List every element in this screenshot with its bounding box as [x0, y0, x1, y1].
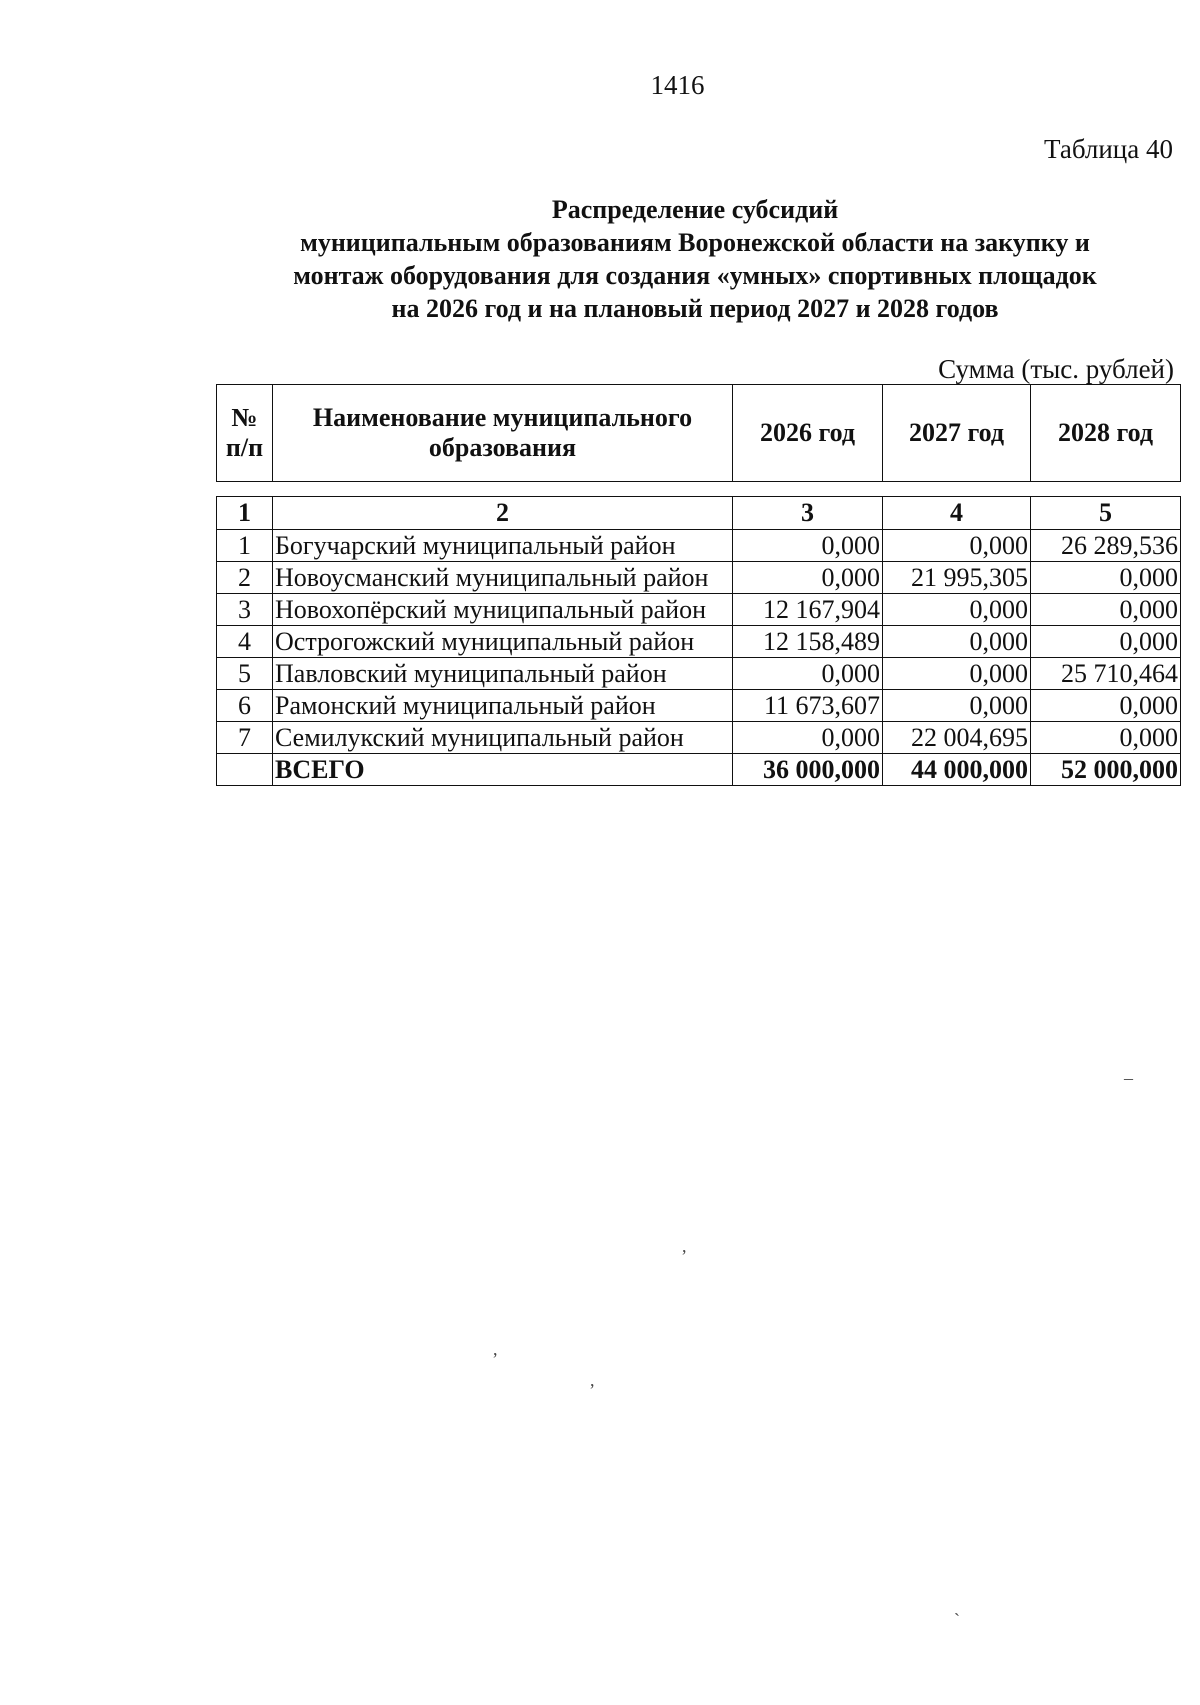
municipality-name: ВСЕГО: [273, 754, 733, 786]
row-number: [217, 754, 273, 786]
scan-mark: ,: [590, 1370, 595, 1390]
value-2026: 0,000: [733, 722, 883, 754]
municipality-name: Новохопёрский муниципальный район: [273, 594, 733, 626]
header-2028: 2028 год: [1031, 385, 1181, 482]
value-2027: 22 004,695: [883, 722, 1031, 754]
value-2027: 44 000,000: [883, 754, 1031, 786]
row-number: 7: [217, 722, 273, 754]
value-2027: 21 995,305: [883, 562, 1031, 594]
column-number: 3: [733, 497, 883, 530]
title-line: Распределение субсидий: [551, 195, 839, 224]
value-2028: 0,000: [1031, 690, 1181, 722]
title-line: муниципальным образованиям Воронежской области на закупку и: [300, 228, 1090, 257]
table-row: [217, 690, 1181, 722]
municipality-name: Семилукский муниципальный район: [273, 722, 733, 754]
value-2027: 0,000: [883, 626, 1031, 658]
scan-mark: ,: [682, 1236, 687, 1256]
row-number: 4: [217, 626, 273, 658]
table-label: Таблица 40: [1044, 134, 1173, 164]
value-2026: 11 673,607: [733, 690, 883, 722]
header-name: Наименование муниципального образования: [273, 385, 733, 482]
municipality-name: Рамонский муниципальный район: [273, 690, 733, 722]
value-2026: 36 000,000: [733, 754, 883, 786]
table-row: [217, 562, 1181, 594]
value-2026: 0,000: [733, 530, 883, 562]
subsidy-table: [216, 496, 1181, 786]
column-number: 5: [1031, 497, 1181, 530]
value-2026: 12 158,489: [733, 626, 883, 658]
row-number: 3: [217, 594, 273, 626]
column-number: 4: [883, 497, 1031, 530]
table-row: [217, 626, 1181, 658]
table-row: [217, 594, 1181, 626]
row-number: 5: [217, 658, 273, 690]
value-2028: 0,000: [1031, 594, 1181, 626]
value-2028: 0,000: [1031, 562, 1181, 594]
title-line: монтаж оборудования для создания «умных» спортивных площадок: [293, 261, 1097, 290]
column-number: 2: [273, 497, 733, 530]
total-row: [217, 754, 1181, 786]
header-number: № п/п: [217, 385, 273, 482]
scan-mark: –: [1124, 1068, 1133, 1088]
value-2027: 0,000: [883, 690, 1031, 722]
value-2027: 0,000: [883, 594, 1031, 626]
row-number: 6: [217, 690, 273, 722]
value-2027: 0,000: [883, 530, 1031, 562]
value-2026: 0,000: [733, 562, 883, 594]
value-2026: 0,000: [733, 658, 883, 690]
value-2028: 0,000: [1031, 626, 1181, 658]
title-line: на 2026 год и на плановый период 2027 и 2028 годов: [391, 294, 999, 323]
table-row: [217, 658, 1181, 690]
value-2028: 25 710,464: [1031, 658, 1181, 690]
header-2027: 2027 год: [883, 385, 1031, 482]
value-2028: 26 289,536: [1031, 530, 1181, 562]
header-2026: 2026 год: [733, 385, 883, 482]
row-number: 2: [217, 562, 273, 594]
value-2028: 52 000,000: [1031, 754, 1181, 786]
table-row: [217, 530, 1181, 562]
table-header: [216, 384, 1181, 482]
value-2028: 0,000: [1031, 722, 1181, 754]
municipality-name: Новоусманский муниципальный район: [273, 562, 733, 594]
units-note: Сумма (тыс. рублей): [938, 354, 1174, 384]
municipality-name: Павловский муниципальный район: [273, 658, 733, 690]
column-numbers-row: [217, 497, 1181, 530]
document-title: [220, 193, 1170, 325]
scan-mark: ˋ: [954, 1610, 960, 1630]
row-number: 1: [217, 530, 273, 562]
municipality-name: Богучарский муниципальный район: [273, 530, 733, 562]
table-row: [217, 722, 1181, 754]
value-2027: 0,000: [883, 658, 1031, 690]
page-number: 1416: [650, 70, 705, 100]
scan-mark: ,: [493, 1339, 498, 1359]
column-number: 1: [217, 497, 273, 530]
municipality-name: Острогожский муниципальный район: [273, 626, 733, 658]
value-2026: 12 167,904: [733, 594, 883, 626]
